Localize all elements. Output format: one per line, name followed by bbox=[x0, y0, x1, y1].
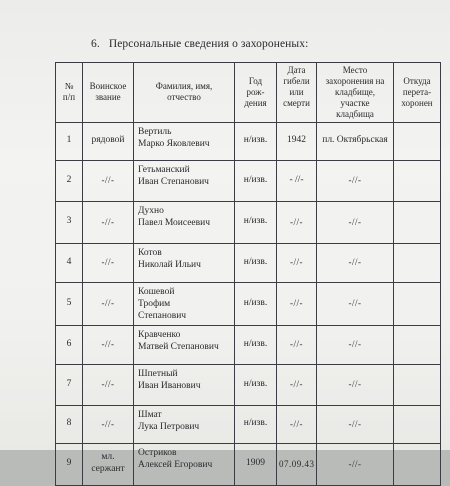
header-birth-line: рож- bbox=[246, 86, 265, 97]
cell-death: -//- bbox=[277, 201, 317, 243]
header-name-line: Фамилия, имя, bbox=[155, 81, 213, 92]
table-row bbox=[56, 405, 441, 443]
header-name bbox=[134, 63, 235, 123]
cell-birth: н/изв. bbox=[235, 201, 277, 243]
name-line: Шпетный bbox=[138, 368, 178, 379]
header-num bbox=[56, 63, 83, 123]
name-line: Степанович bbox=[138, 310, 187, 321]
cell-death: 1942 bbox=[277, 122, 317, 160]
cell-birth: н/изв. bbox=[235, 282, 277, 325]
header-place bbox=[317, 63, 394, 123]
table-row bbox=[56, 443, 441, 485]
header-birth-line: Год bbox=[248, 75, 263, 86]
header-rank-line: звание bbox=[95, 92, 121, 103]
cell-death: 07.09.43 bbox=[277, 443, 317, 485]
header-from-line: Откуда bbox=[403, 75, 431, 86]
table-row bbox=[56, 160, 441, 201]
cell-num: 3 bbox=[56, 201, 83, 243]
cell-from bbox=[394, 364, 441, 405]
cell-rank: -//- bbox=[83, 160, 134, 201]
header-birth bbox=[235, 63, 277, 123]
burials-table bbox=[55, 62, 441, 486]
cell-death: -//- bbox=[277, 325, 317, 364]
section-title: Персональные сведения о захороненых: bbox=[108, 38, 309, 50]
header-place-line: Место bbox=[342, 65, 368, 75]
cell-num: 5 bbox=[56, 282, 83, 325]
cell-birth: н/изв. bbox=[235, 122, 277, 160]
table-row bbox=[56, 122, 441, 160]
name-line: Котов bbox=[138, 247, 162, 258]
cell-name bbox=[134, 160, 235, 201]
name-line: Вертиль bbox=[138, 126, 172, 137]
header-place-line: захоронения на bbox=[325, 75, 385, 86]
name-line: Иван Степанович bbox=[138, 176, 209, 187]
header-num-line: п/п bbox=[62, 92, 76, 103]
cell-name bbox=[134, 443, 235, 485]
header-name-line: отчество bbox=[167, 92, 201, 103]
cell-num: 2 bbox=[56, 160, 83, 201]
cell-birth: н/изв. bbox=[235, 364, 277, 405]
cell-num: 6 bbox=[56, 325, 83, 364]
cell-place: пл. Октябрьская bbox=[317, 122, 394, 160]
cell-place: -//- bbox=[317, 282, 394, 325]
table-row bbox=[56, 364, 441, 405]
cell-name bbox=[134, 201, 235, 243]
cell-from bbox=[394, 443, 441, 485]
cell-name bbox=[134, 122, 235, 160]
header-rank bbox=[83, 63, 134, 123]
name-line: Алексей Егорович bbox=[138, 459, 213, 470]
cell-rank: -//- bbox=[83, 364, 134, 405]
table-row bbox=[56, 325, 441, 364]
name-line: Шмат bbox=[138, 409, 162, 420]
name-line: Гетьманский bbox=[138, 164, 190, 175]
cell-from bbox=[394, 122, 441, 160]
cell-from bbox=[394, 325, 441, 364]
cell-place: -//- bbox=[317, 325, 394, 364]
header-death-line: Дата bbox=[287, 65, 306, 75]
cell-name bbox=[134, 364, 235, 405]
header-death-line: гибели bbox=[283, 75, 310, 86]
header-place-line: кладбище, bbox=[334, 86, 375, 97]
cell-rank: -//- bbox=[83, 325, 134, 364]
header-num-line: № bbox=[64, 81, 74, 92]
header-place-line: участке bbox=[340, 97, 370, 108]
cell-rank: мл. сержант bbox=[83, 443, 134, 485]
cell-rank: -//- bbox=[83, 405, 134, 443]
cell-from bbox=[394, 243, 441, 282]
cell-place: -//- bbox=[317, 201, 394, 243]
header-from-line: перета- bbox=[402, 86, 432, 97]
cell-name bbox=[134, 325, 235, 364]
section-heading bbox=[91, 38, 308, 50]
table-body bbox=[56, 122, 441, 485]
cell-death: -//- bbox=[277, 405, 317, 443]
header-from-line: хоронен bbox=[401, 97, 433, 108]
cell-death: -//- bbox=[277, 364, 317, 405]
cell-death: -//- bbox=[277, 282, 317, 325]
header-death-line: смерти bbox=[283, 97, 310, 108]
name-line: Остриков bbox=[138, 447, 177, 458]
name-line: Марко Яковлевич bbox=[138, 138, 210, 149]
name-line: Матвей Степанович bbox=[138, 341, 219, 352]
cell-name bbox=[134, 282, 235, 325]
table-row bbox=[56, 201, 441, 243]
cell-place: -//- bbox=[317, 443, 394, 485]
cell-birth: 1909 bbox=[235, 443, 277, 485]
header-birth-line: дения bbox=[244, 97, 267, 108]
header-death-line: или bbox=[289, 86, 304, 97]
cell-birth: н/изв. bbox=[235, 325, 277, 364]
cell-num: 1 bbox=[56, 122, 83, 160]
cell-num: 8 bbox=[56, 405, 83, 443]
cell-from bbox=[394, 405, 441, 443]
name-line: Лука Петрович bbox=[138, 421, 200, 432]
cell-place: -//- bbox=[317, 243, 394, 282]
cell-from bbox=[394, 201, 441, 243]
cell-place: -//- bbox=[317, 160, 394, 201]
cell-birth: н/изв. bbox=[235, 160, 277, 201]
cell-rank: -//- bbox=[83, 282, 134, 325]
cell-rank: рядовой bbox=[83, 122, 134, 160]
cell-death: -//- bbox=[277, 243, 317, 282]
name-line: Кравченко bbox=[138, 329, 181, 340]
cell-name bbox=[134, 405, 235, 443]
table-header-row bbox=[56, 63, 441, 123]
cell-birth: н/изв. bbox=[235, 243, 277, 282]
cell-death: - //- bbox=[277, 160, 317, 201]
header-death bbox=[277, 63, 317, 123]
cell-num: 9 bbox=[56, 443, 83, 485]
header-from bbox=[394, 63, 441, 123]
cell-place: -//- bbox=[317, 405, 394, 443]
cell-num: 7 bbox=[56, 364, 83, 405]
name-line: Николай Ильич bbox=[138, 259, 201, 270]
cell-rank: -//- bbox=[83, 243, 134, 282]
cell-from bbox=[394, 160, 441, 201]
cell-place: -//- bbox=[317, 364, 394, 405]
header-rank-line: Воинское bbox=[89, 81, 127, 92]
section-number: 6. bbox=[91, 38, 100, 50]
table-row bbox=[56, 243, 441, 282]
cell-rank: -//- bbox=[83, 201, 134, 243]
name-line: Трофим bbox=[138, 298, 171, 309]
cell-num: 4 bbox=[56, 243, 83, 282]
name-line: Духно bbox=[138, 205, 164, 216]
cell-birth: н/изв. bbox=[235, 405, 277, 443]
name-line: Кошевой bbox=[138, 286, 175, 297]
header-place-line: кладбища bbox=[336, 108, 374, 119]
name-line: Иван Иванович bbox=[138, 380, 201, 391]
cell-from bbox=[394, 282, 441, 325]
name-line: Павел Моисеевич bbox=[138, 217, 210, 228]
table-row bbox=[56, 282, 441, 325]
cell-name bbox=[134, 243, 235, 282]
